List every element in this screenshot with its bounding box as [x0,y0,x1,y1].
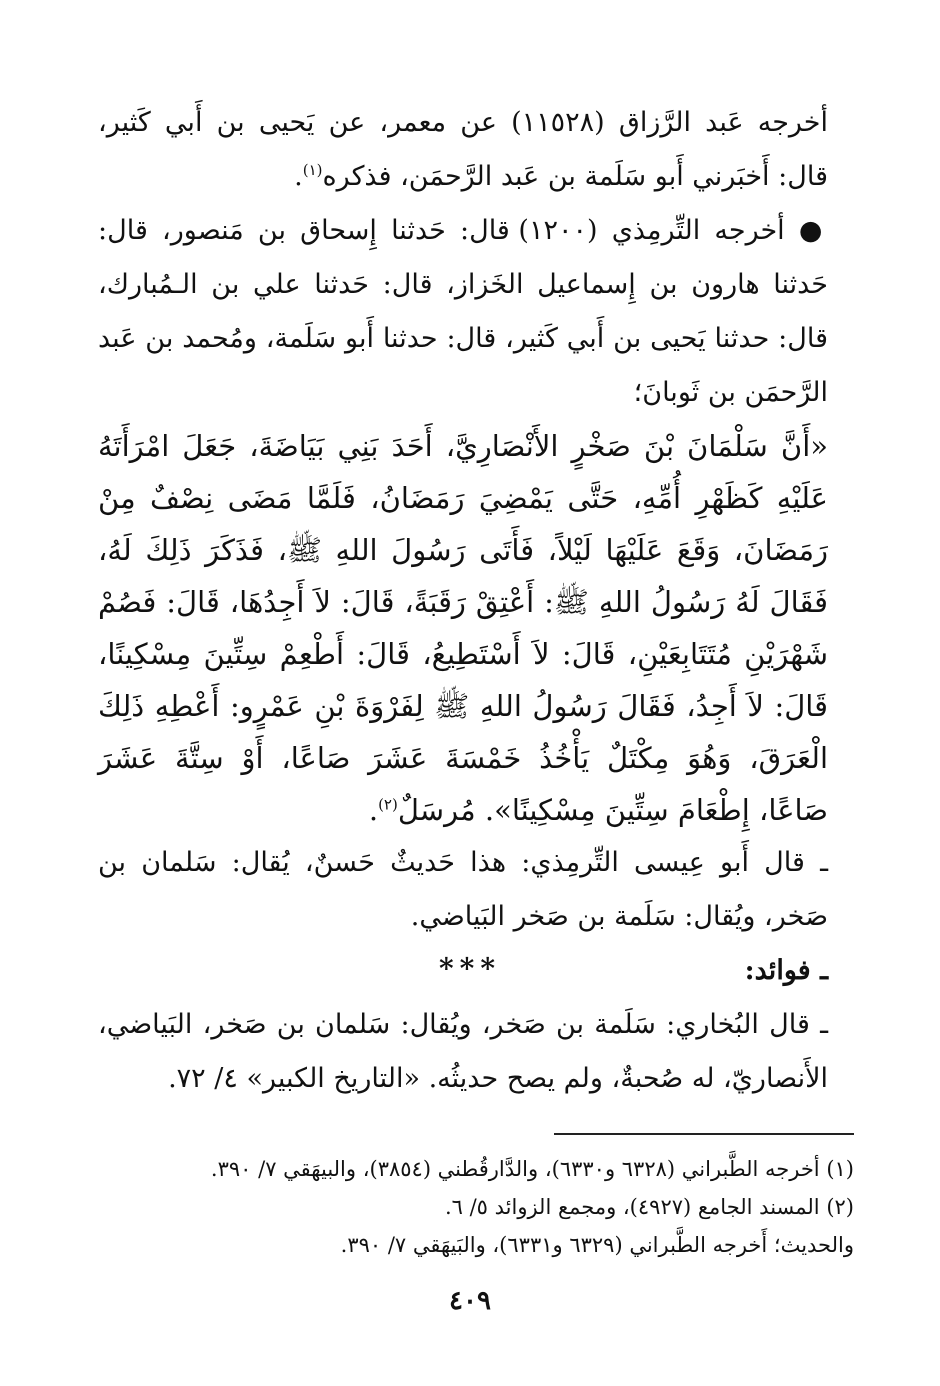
footnote-ref-1[interactable]: (١) [302,161,323,179]
footnote-ref-2[interactable]: (٢) [378,795,398,814]
section-separator: *** [439,952,501,985]
paragraph-abdurrazzaq: أخرجه عَبد الرَّزاق (١١٥٢٨) عن معمر، عن يَحيى بن أَبي كَثير، قال: أَخبَرني أَبو سَلَمة بن عَبد الرَّحمَن، فذكره$^{(١)}$. [98,107,828,192]
heading-fawaid: ـ فوائد: [744,955,828,986]
footnote-1: (١) أخرجه الطَّبراني (٦٣٢٨ و٦٣٣٠)، والدَّارقُطني (٣٨٥٤)، والبيهَقي ٧/ ٣٩٠. [210,1157,854,1181]
paragraph-tirmidhi-comment: ـ قال أَبو عِيسى التِّرمِذي: هذا حَديثٌ حَسنٌ، يُقال: سَلمان بن صَخر، ويُقال: سَلَمة بن صَخر البَياضي. [98,847,828,932]
footnote-2: (٢) المسند الجامع (٤٩٢٧)، ومجمع الزوائد ٥/ ٦. [444,1195,854,1219]
paragraph-bukhari: ـ قال البُخاري: سَلَمة بن صَخر، ويُقال: سَلمان بن صَخر، البَياضي، الأَنصاريّ، له صُحبةٌ، ولم يصح حديثُه. «التاريخ الكبير» ٤/ ٧٢. [98,1009,828,1094]
footnote-2-continued: والحديث؛ أَخرجه الطَّبراني (٦٣٢٩ و٦٣٣١)، والبَيهَقي ٧/ ٣٩٠. [340,1233,854,1257]
bullet-icon: ● [798,215,829,246]
paragraph-tirmidhi-isnad: ● أخرجه التِّرمِذي (١٢٠٠) قال: حَدثنا إِسحاق بن مَنصور، قال: حَدثنا هارون بن إِسماعيل الخَزاز، قال: حَدثنا علي بن الـمُبارك، قال: حدثنا يَحيى بن أَبي كَثير، قال: حدثنا أَبو سَلَمة، ومُحمد بن عَبد الرَّحمَن بن ثَوبانَ؛ [98,215,829,408]
hadith-text: «أَنَّ سَلْمَانَ بْنَ صَخْرٍ الأَنْصَارِيَّ، أَحَدَ بَنِي بَيَاضَةَ، جَعَلَ امْرَأَتَهُ عَلَيْهِ كَظَهْرِ أُمِّهِ، حَتَّى يَمْضِيَ رَمَضَانُ، فَلَمَّا مَضَى نِصْفٌ مِنْ رَمَضَانَ، وَقَعَ عَلَيْهَا لَيْلاً، فَأَتَى رَسُولَ اللهِ ﷺ، فَذَكَرَ ذَلِكَ لَهُ، فَقَالَ لَهُ رَسُولُ اللهِ ﷺ: أَعْتِقْ رَقَبَةً، قَالَ: لاَ أَجِدُهَا، قَالَ: فَصُمْ شَهْرَيْنِ مُتَتَابِعَيْنِ، قَالَ: لاَ أَسْتَطِيعُ، قَالَ: أَطْعِمْ سِتِّينَ مِسْكِينًا، قَالَ: لاَ أَجِدُ، فَقَالَ رَسُولُ اللهِ ﷺ لِفَرْوَةَ بْنِ عَمْرٍو: أَعْطِهِ ذَلِكَ الْعَرَقَ، وَهُوَ مِكْتَلٌ يَأْخُذُ خَمْسَةَ عَشَرَ صَاعًا، أَوْ سِتَّةَ عَشَرَ صَاعًا، إِطْعَامَ سِتِّينَ مِسْكِينًا». مُرسَلٌ$^{(٢)}$. [98,429,828,827]
page-number: ٤٠٩ [449,1286,491,1316]
footnote-divider [554,1133,854,1135]
footnotes [94,1150,854,1264]
